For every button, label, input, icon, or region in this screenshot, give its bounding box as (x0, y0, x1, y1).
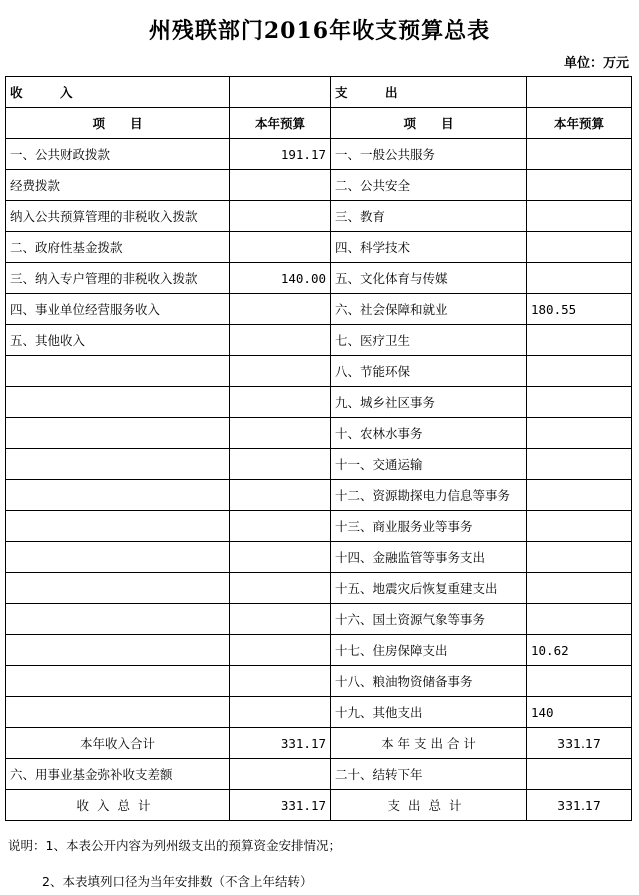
income-item-cell (6, 542, 230, 573)
table-row (6, 294, 632, 325)
expense-item-cell: 七、医疗卫生 (331, 325, 527, 356)
expense-value-cell (527, 418, 632, 449)
income-value-cell (230, 573, 331, 604)
expense-value-cell (527, 511, 632, 542)
income-value-cell (230, 635, 331, 666)
expense-subtotal-label: 本 年 支 出 合 计 (331, 728, 527, 759)
table-row (6, 480, 632, 511)
income-item-cell (6, 449, 230, 480)
income-value-cell: 191.17 (230, 139, 331, 170)
total-row (6, 790, 632, 821)
table-row (6, 542, 632, 573)
table-row (6, 263, 632, 294)
income-value-cell (230, 170, 331, 201)
income-extra-item: 六、用事业基金弥补收支差额 (6, 759, 230, 790)
expense-value-cell (527, 604, 632, 635)
budget-table (5, 76, 632, 821)
table-row (6, 356, 632, 387)
expense-value-cell (527, 201, 632, 232)
income-budget-header: 本年预算 (230, 108, 331, 139)
expense-extra-item: 二十、结转下年 (331, 759, 527, 790)
expense-item-cell: 三、教育 (331, 201, 527, 232)
income-item-cell: 二、政府性基金拨款 (6, 232, 230, 263)
expense-value-cell (527, 139, 632, 170)
table-row (6, 232, 632, 263)
income-value-cell (230, 697, 331, 728)
table-row (6, 170, 632, 201)
income-value-cell (230, 232, 331, 263)
expense-value-cell (527, 356, 632, 387)
extra-row (6, 759, 632, 790)
income-value-cell (230, 449, 331, 480)
expense-item-cell: 二、公共安全 (331, 170, 527, 201)
expense-value-cell (527, 170, 632, 201)
expense-item-cell: 十五、地震灾后恢复重建支出 (331, 573, 527, 604)
unit-label: 单位：万元 (563, 56, 629, 71)
income-item-cell (6, 666, 230, 697)
expense-item-cell: 十九、其他支出 (331, 697, 527, 728)
income-item-cell: 一、公共财政拨款 (6, 139, 230, 170)
table-row (6, 697, 632, 728)
expense-section-label: 支 出 (331, 77, 527, 108)
income-value-cell (230, 666, 331, 697)
income-extra-value (230, 759, 331, 790)
expense-value-cell: 10.62 (527, 635, 632, 666)
expense-subtotal-value: 331.17 (527, 728, 632, 759)
income-item-cell: 三、纳入专户管理的非税收入拨款 (6, 263, 230, 294)
income-value-cell (230, 387, 331, 418)
income-item-cell: 四、事业单位经营服务收入 (6, 294, 230, 325)
section-header-row (6, 77, 632, 108)
expense-value-cell (527, 542, 632, 573)
income-item-header: 项 目 (6, 108, 230, 139)
income-value-cell (230, 356, 331, 387)
expense-extra-value (527, 759, 632, 790)
expense-value-cell (527, 387, 632, 418)
table-row (6, 325, 632, 356)
expense-value-cell: 140 (527, 697, 632, 728)
expense-value-cell (527, 325, 632, 356)
income-value-cell (230, 201, 331, 232)
income-subtotal-label: 本年收入合计 (6, 728, 230, 759)
table-row (6, 449, 632, 480)
expense-item-cell: 九、城乡社区事务 (331, 387, 527, 418)
expense-item-cell: 十、农林水事务 (331, 418, 527, 449)
income-subtotal-value: 331.17 (230, 728, 331, 759)
table-row (6, 666, 632, 697)
expense-item-cell: 十一、交通运输 (331, 449, 527, 480)
expense-value-cell (527, 232, 632, 263)
note-2: 2、本表填列口径为当年安排数（不含上年结转） (42, 874, 313, 889)
income-section-label: 收 入 (6, 77, 230, 108)
expense-value-cell (527, 480, 632, 511)
income-item-cell (6, 511, 230, 542)
income-item-cell (6, 480, 230, 511)
expense-total-label: 支出总计 (331, 790, 527, 821)
expense-item-cell: 十七、住房保障支出 (331, 635, 527, 666)
income-value-cell (230, 604, 331, 635)
income-item-cell (6, 604, 230, 635)
expense-item-cell: 四、科学技术 (331, 232, 527, 263)
income-value-cell: 140.00 (230, 263, 331, 294)
income-item-cell (6, 418, 230, 449)
expense-value-cell (527, 666, 632, 697)
income-value-cell (230, 480, 331, 511)
expense-item-cell: 十二、资源勘探电力信息等事务 (331, 480, 527, 511)
income-item-cell: 经费拨款 (6, 170, 230, 201)
column-header-row (6, 108, 632, 139)
income-item-cell: 五、其他收入 (6, 325, 230, 356)
income-total-value: 331.17 (230, 790, 331, 821)
table-row (6, 604, 632, 635)
table-row (6, 511, 632, 542)
income-value-cell (230, 325, 331, 356)
income-value-cell (230, 294, 331, 325)
expense-item-cell: 十八、粮油物资储备事务 (331, 666, 527, 697)
income-value-cell (230, 542, 331, 573)
table-row (6, 139, 632, 170)
expense-value-cell (527, 263, 632, 294)
expense-value-cell (527, 449, 632, 480)
table-row (6, 387, 632, 418)
expense-value-cell (527, 573, 632, 604)
expense-item-header: 项 目 (331, 108, 527, 139)
income-total-label: 收入总计 (6, 790, 230, 821)
income-item-cell (6, 635, 230, 666)
income-item-cell: 纳入公共预算管理的非税收入拨款 (6, 201, 230, 232)
income-item-cell (6, 356, 230, 387)
note-1: 说明：1、本表公开内容为列州级支出的预算资金安排情况； (8, 838, 341, 853)
table-row (6, 201, 632, 232)
table-row (6, 418, 632, 449)
page-title: 州残联部门2016年收支预算总表 (148, 18, 491, 44)
expense-item-cell: 六、社会保障和就业 (331, 294, 527, 325)
expense-budget-header: 本年预算 (527, 108, 632, 139)
income-value-cell (230, 511, 331, 542)
income-value-cell (230, 418, 331, 449)
expense-item-cell: 十三、商业服务业等事务 (331, 511, 527, 542)
expense-item-cell: 十六、国土资源气象等事务 (331, 604, 527, 635)
expense-item-cell: 五、文化体育与传媒 (331, 263, 527, 294)
income-item-cell (6, 697, 230, 728)
expense-item-cell: 十四、金融监管等事务支出 (331, 542, 527, 573)
expense-value-cell: 180.55 (527, 294, 632, 325)
table-row (6, 573, 632, 604)
income-item-cell (6, 573, 230, 604)
expense-item-cell: 八、节能环保 (331, 356, 527, 387)
subtotal-row (6, 728, 632, 759)
expense-item-cell: 一、一般公共服务 (331, 139, 527, 170)
table-row (6, 635, 632, 666)
expense-total-value: 331.17 (527, 790, 632, 821)
income-item-cell (6, 387, 230, 418)
